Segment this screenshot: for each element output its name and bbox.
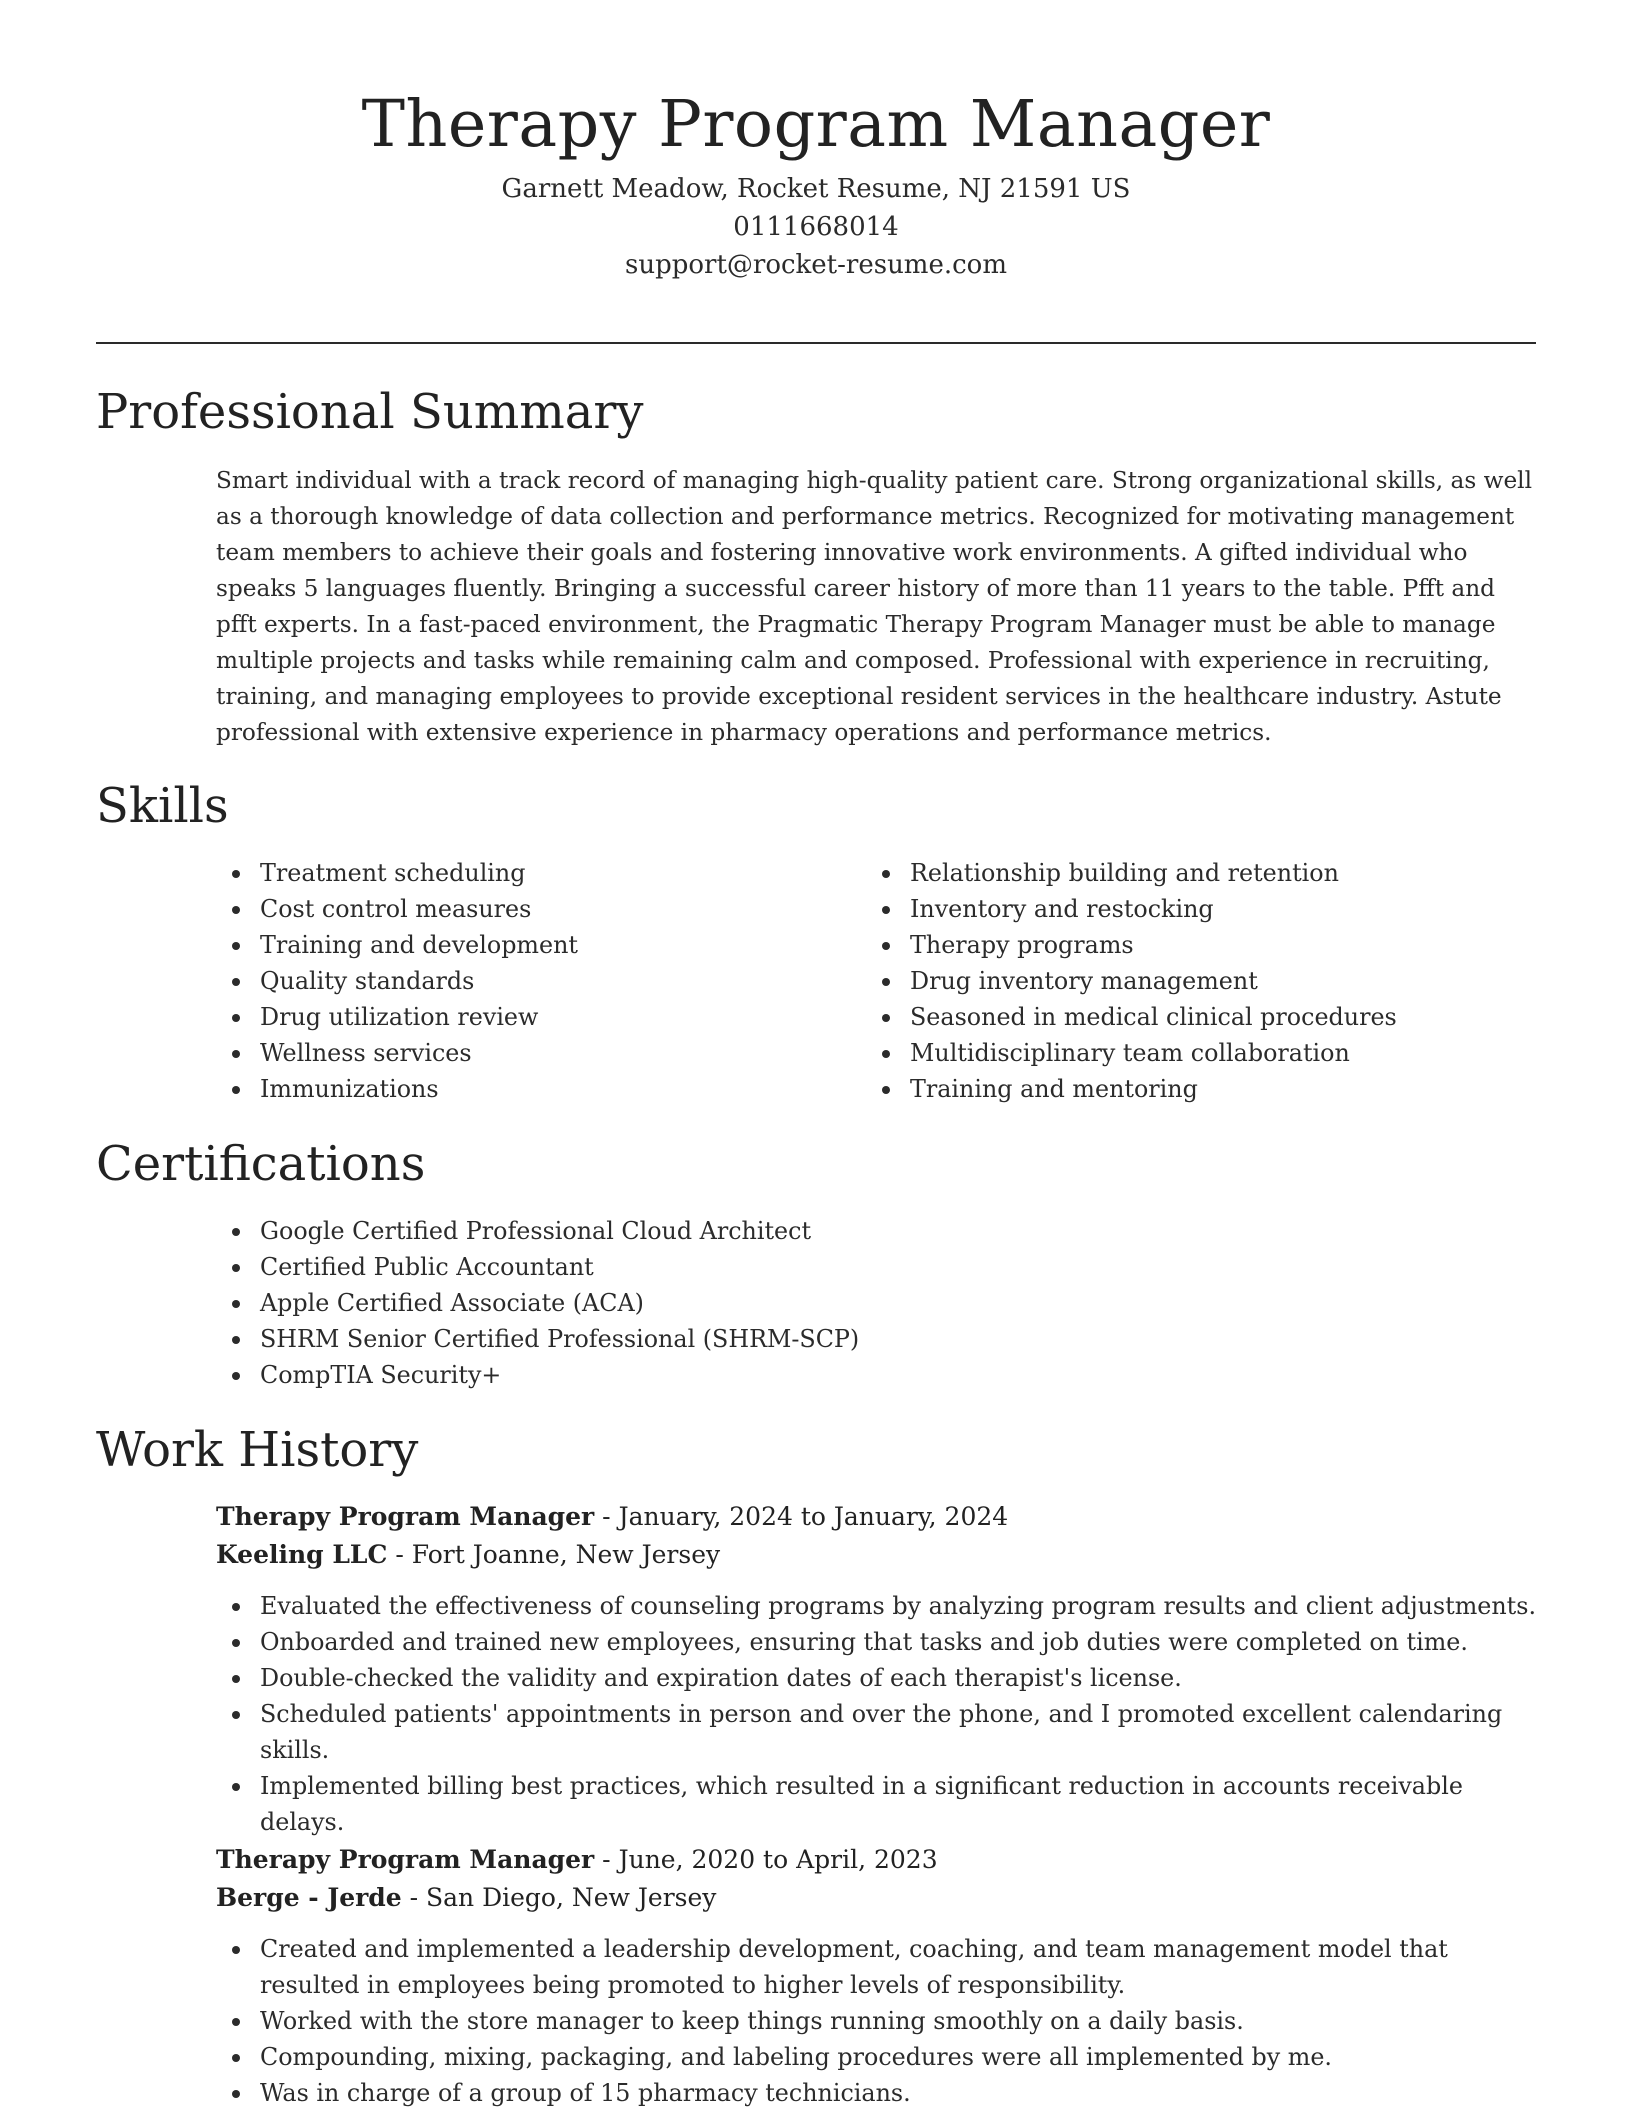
candidate-name: Therapy Program Manager [361,87,1271,162]
skill-item: Training and development [216,927,856,963]
certification-item: CompTIA Security+ [216,1357,1516,1393]
job-title-line [216,1841,1536,1879]
job-duty-item: Compounding, mixing, packaging, and labeling procedures were all implemented by me. [216,2039,1536,2075]
skill-item: Multidisciplinary team collaboration [866,1035,1526,1071]
job-duty-item: Evaluated the effectiveness of counseling programs by analyzing program results and client adjustments. [216,1588,1536,1624]
job-dates: - June, 2020 to April, 2023 [594,1845,938,1874]
section-title-summary: Professional Summary [96,384,644,440]
job-company: Berge - Jerde [216,1883,402,1912]
job-company: Keeling LLC [216,1540,388,1569]
contact-phone: 0111668014 [733,212,899,242]
certification-item: Google Certified Professional Cloud Architect [216,1213,1516,1249]
skill-item: Cost control measures [216,891,856,927]
skill-item: Training and mentoring [866,1071,1526,1107]
certification-item: Apple Certified Associate (ACA) [216,1285,1516,1321]
header-divider [96,342,1536,344]
job-duty-item: Created and implemented a leadership development, coaching, and team management model that resulted in employees being promoted to higher levels of responsibility. [216,1931,1536,2003]
job-title-line [216,1498,1536,1536]
job-duty-item: Onboarded and trained new employees, ensuring that tasks and job duties were completed on time. [216,1624,1536,1660]
job-title: Therapy Program Manager [216,1502,595,1531]
skills-list-right [866,855,1526,1107]
job-dates: - January, 2024 to January, 2024 [594,1502,1009,1531]
skills-column-left [216,855,856,1107]
skill-item: Drug inventory management [866,963,1526,999]
section-title-certifications: Certifications [96,1136,426,1192]
job-company-line [216,1879,1536,1917]
job-location: - Fort Joanne, New Jersey [387,1540,721,1569]
certifications-block [216,1213,1516,1393]
job-duty-item: Was in charge of a group of 15 pharmacy technicians. [216,2075,1536,2111]
section-title-work: Work History [96,1422,419,1478]
job-duties-list [216,1931,1536,2111]
skill-item: Relationship building and retention [866,855,1526,891]
job-duty-item: Implemented billing best practices, which resulted in a significant reduction in accounts receivable delays. [216,1768,1536,1840]
skill-item: Immunizations [216,1071,856,1107]
skill-item: Wellness services [216,1035,856,1071]
job-entry [216,1841,1536,2111]
job-company-line [216,1536,1536,1574]
skill-item: Quality standards [216,963,856,999]
summary-text: Smart individual with a track record of managing high-quality patient care. Strong organizational skills, as well as a thorough knowledge of data collection and performance metrics. Recognized for motivating management team members to achieve their goals and fostering innovative work environments. A gifted individual who speaks 5 languages fluently. Bringing a successful career history of more than 11 years to the table. Pfft and pfft experts. In a fast-paced environment, the Pragmatic Therapy Program Manager must be able to manage multiple projects and tasks while remaining calm and composed. Professional with experience in recruiting, training, and managing employees to provide exceptional resident services in the healthcare industry. Astute professional with extensive experience in pharmacy operations and performance metrics. [216,467,1532,746]
section-title-skills: Skills [96,778,229,834]
skills-list-left [216,855,856,1107]
job-location: - San Diego, New Jersey [401,1883,717,1912]
resume-header [0,80,1632,284]
contact-address: Garnett Meadow, Rocket Resume, NJ 21591 US [501,174,1131,204]
contact-email: support@rocket-resume.com [624,250,1007,280]
skills-column-right [866,855,1526,1107]
job-duties-list [216,1588,1536,1840]
contact-info [0,170,1632,284]
job-duty-item: Worked with the store manager to keep things running smoothly on a daily basis. [216,2003,1536,2039]
certifications-list [216,1213,1516,1393]
certification-item: Certified Public Accountant [216,1249,1516,1285]
certification-item: SHRM Senior Certified Professional (SHRM-SCP) [216,1321,1516,1357]
skill-item: Treatment scheduling [216,855,856,891]
job-duty-item: Scheduled patients' appointments in person and over the phone, and I promoted excellent calendaring skills. [216,1696,1536,1768]
skill-item: Drug utilization review [216,999,856,1035]
job-duty-item: Double-checked the validity and expiration dates of each therapist's license. [216,1660,1536,1696]
job-title: Therapy Program Manager [216,1845,595,1874]
skill-item: Seasoned in medical clinical procedures [866,999,1526,1035]
skill-item: Inventory and restocking [866,891,1526,927]
skill-item: Therapy programs [866,927,1526,963]
job-entry [216,1498,1536,1840]
